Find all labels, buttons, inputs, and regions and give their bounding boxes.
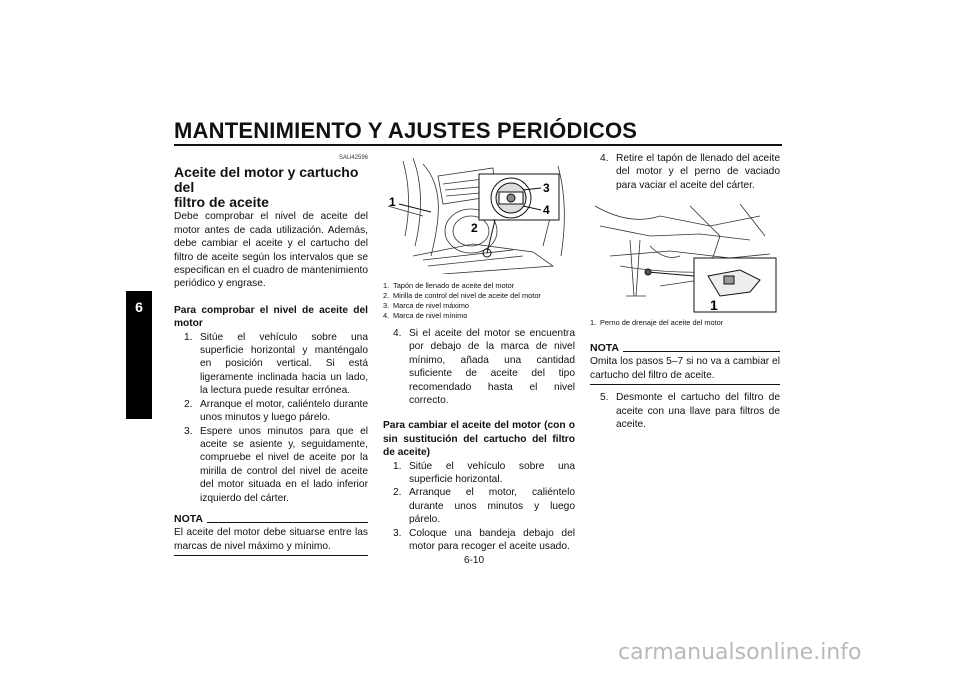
figure-label-3: 3 xyxy=(543,181,550,195)
section-title-line2: filtro de aceite xyxy=(174,194,269,211)
step-4-right-list xyxy=(590,152,780,192)
nota-header xyxy=(590,342,780,355)
chapter-number: 6 xyxy=(135,299,143,315)
list-item: 2. Arranque el motor, caliéntelo durante unos minutos y luego párelo. xyxy=(393,487,575,526)
figure-label-1: 1 xyxy=(389,195,396,209)
nota-label: NOTA xyxy=(174,512,203,525)
list-item: 3. Coloque una bandeja debajo del motor para recoger el aceite usado. xyxy=(393,527,575,553)
left-column xyxy=(174,152,368,556)
drain-figure xyxy=(590,196,780,314)
list-item: 4. Si el aceite del motor se encuentra por debajo de la marca de nivel mínimo, añada una cantidad suficiente de aceite del tipo recomendado hasta el nivel correcto. xyxy=(393,328,575,407)
watermark: carmanualsonline.info xyxy=(618,640,862,665)
caption-item: 1. Perno de drenaje del aceite del motor xyxy=(590,318,724,327)
caption-item: 2. Mirilla de control del nivel de aceite del motor xyxy=(383,291,541,300)
nota-text: Omita los pasos 5–7 si no va a cambiar el cartucho del filtro de aceite. xyxy=(590,356,780,381)
section-code: SAU42596 xyxy=(338,155,368,161)
list-item: 4. Retire el tapón de llenado del aceite del motor y el perno de vaciado para vaciar el aceite del cárter. xyxy=(600,153,780,191)
check-steps xyxy=(174,331,368,505)
list-item: 1. Sitúe el vehículo sobre una superficie horizontal. xyxy=(393,460,575,486)
middle-column xyxy=(383,281,575,554)
caption-item: 3. Marca de nivel máximo xyxy=(383,301,469,310)
step-5-list xyxy=(590,391,780,431)
step-4-list xyxy=(383,327,575,407)
right-column xyxy=(590,152,780,192)
list-item: 2. Arranque el motor, caliéntelo durante unos minutos y luego párelo. xyxy=(184,398,368,424)
nota-end-rule xyxy=(174,555,368,556)
figure-label-4: 4 xyxy=(543,203,550,217)
nota-header xyxy=(174,513,368,526)
change-heading: Para cambiar el aceite del motor (con o sin sustitución del cartucho del filtro de aceite) xyxy=(383,420,575,459)
intro-paragraph: Debe comprobar el nivel de aceite del motor antes de cada utilización. Además, debe cambiar el aceite y el cartucho del filtro de aceite según los intervalos que se especifican en el cuadro de mantenimiento periódico y engrase. xyxy=(174,211,368,290)
drain-figure-label: 1 xyxy=(710,297,718,313)
list-item: 5. Desmonte el cartucho del filtro de aceite con una llave para filtros de aceite. xyxy=(600,392,780,431)
page-number: 6-10 xyxy=(464,555,485,566)
engine-figure xyxy=(383,156,575,274)
section-title-line1: Aceite del motor y cartucho del xyxy=(174,164,359,196)
list-item: 1. Sitúe el vehículo sobre una superficie horizontal y manténgalo en posición vertical. Si está ligeramente inclinada hacia un lado, la lectura puede resultar errónea. xyxy=(184,331,368,397)
change-steps xyxy=(383,460,575,554)
drain-caption xyxy=(590,318,780,328)
check-heading: Para comprobar el nivel de aceite del motor xyxy=(174,304,368,330)
figure-captions xyxy=(383,281,575,321)
caption-item: 4. Marca de nivel mínimo xyxy=(383,311,468,320)
nota-text: El aceite del motor debe situarse entre las marcas de nivel máximo y mínimo. xyxy=(174,527,368,552)
nota-label: NOTA xyxy=(590,342,619,354)
header-rule xyxy=(174,144,782,146)
caption-item: 1. Tapón de llenado de aceite del motor xyxy=(383,281,515,290)
right-column-lower xyxy=(590,318,780,431)
chapter-tab xyxy=(126,291,152,419)
list-item: 3. Espere unos minutos para que el aceite se asiente y, seguidamente, compruebe el nivel de aceite por la mirilla de control del nivel de aceite del motor situada en el lado inferior izquierdo del cárter. xyxy=(184,425,368,504)
page-title: MANTENIMIENTO Y AJUSTES PERIÓDICOS xyxy=(174,118,638,143)
figure-label-2: 2 xyxy=(471,221,478,235)
